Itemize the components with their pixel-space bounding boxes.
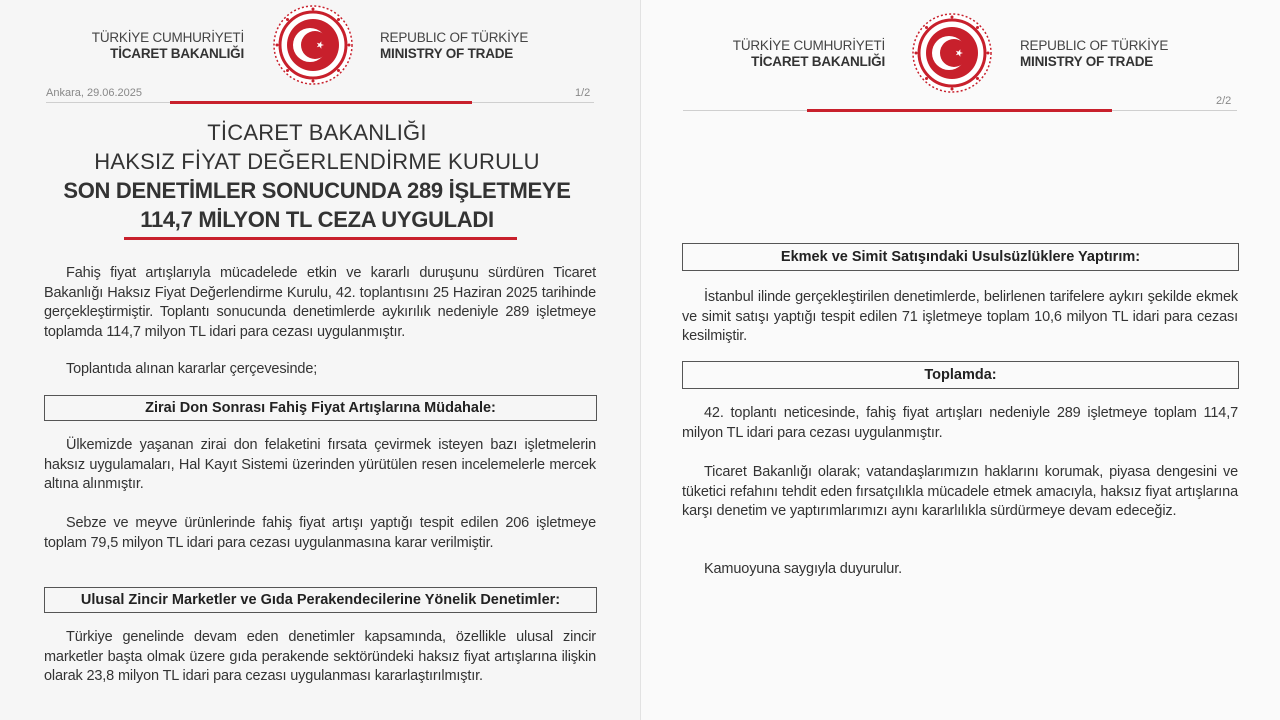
title-underline (124, 237, 517, 240)
section-heading-toplamda: Toplamda: (682, 361, 1239, 389)
header-en-line2: MINISTRY OF TRADE (1020, 54, 1154, 69)
section1-paragraph-2: Sebze ve meyve ürünlerinde fahiş fiyat artışı yaptığı tespit edilen 206 işletmeye toplam 79,5 milyon TL idari para cezası uygulanmasına karar verilmiştir. (44, 515, 596, 551)
press-release-page-2 (641, 0, 1280, 720)
title-line-headline-2: 114,7 MİLYON TL CEZA UYGULADI (140, 207, 494, 232)
section2-paragraph-1: Türkiye genelinde devam eden denetimler kapsamında, özellikle ulusal zincir marketler başta olmak üzere gıda perakende sektöründeki haksız fiyat artışlarına ilişkin olarak 23,8 milyon TL idari para cezası uygulanması kararlaştırılmıştır. (44, 629, 596, 684)
header-tr-line1: TÜRKİYE CUMHURİYETİ (91, 30, 244, 45)
page-number: 2/2 (1216, 95, 1232, 107)
ministry-emblem-icon (911, 12, 993, 94)
title-line-board: HAKSIZ FİYAT DEĞERLENDİRME KURULU (94, 149, 540, 174)
section3-paragraph-1: İstanbul ilinde gerçekleştirilen denetimlerde, belirlenen tarifelere aykırı şekilde ekmek ve simit satışı yaptığı tespit edilen 71 işletmeye toplam 10,6 milyon TL idari para cezası kesilmiştir. (682, 289, 1238, 344)
header-en-line1: REPUBLIC OF TÜRKİYE (1020, 38, 1169, 53)
header-accent-rule (807, 109, 1112, 112)
header-english-name (1020, 38, 1168, 70)
closing-statement: Kamuoyuna saygıyla duyurulur. (704, 561, 902, 577)
title-line-ministry: TİCARET BAKANLIĞI (207, 120, 427, 145)
header-tr-line1: TÜRKİYE CUMHURİYETİ (732, 38, 885, 53)
header-accent-rule (170, 101, 472, 104)
release-date: Ankara, 29.06.2025 (46, 87, 143, 99)
header-tr-line2: TİCARET BAKANLIĞI (110, 46, 244, 61)
header-en-line2: MINISTRY OF TRADE (380, 46, 514, 61)
page-title (40, 118, 594, 234)
intro-paragraph: Fahiş fiyat artışlarıyla mücadelede etkin ve kararlı duruşunu sürdüren Ticaret Bakanlığı Haksız Fiyat Değerlendirme Kurulu, 42. toplantısını 25 Haziran 2025 tarihinde gerçekleştirmiştir. Toplantı sonucunda denetimlerde aykırılık nedeniyle 289 işletmeye toplamda 114,7 milyon TL idari para cezası uygulanmıştır. (44, 265, 596, 340)
ministry-emblem-icon (272, 4, 354, 86)
section-heading-ekmek-simit: Ekmek ve Simit Satışındaki Usulsüzlüklere Yaptırım: (682, 243, 1239, 271)
header-turkish-name (733, 38, 885, 70)
section1-paragraph-1: Ülkemizde yaşanan zirai don felaketini fırsata çevirmek isteyen bazı işletmelerin haksız uygulamaları, Hal Kayıt Sistemi üzerinden yürütülen resen incelemelerle mercek altına alınmıştır. (44, 437, 596, 492)
header-turkish-name (92, 30, 244, 62)
title-line-headline-1: SON DENETİMLER SONUCUNDA 289 İŞLETMEYE (63, 178, 571, 203)
section4-paragraph-1: 42. toplantı neticesinde, fahiş fiyat artışları nedeniyle 289 işletmeye toplam 114,7 milyon TL idari para cezası uygulanmıştır. (682, 405, 1238, 441)
header-tr-line2: TİCARET BAKANLIĞI (751, 54, 885, 69)
section-heading-zirai-don: Zirai Don Sonrası Fahiş Fiyat Artışlarına Müdahale: (44, 395, 597, 421)
section4-paragraph-2: Ticaret Bakanlığı olarak; vatandaşlarımızın haklarını korumak, piyasa dengesini ve tüketici refahını tehdit eden fırsatçılıkla mücadele etmek amacıyla, haksız fiyat artışlarına karşı denetim ve yaptırımlarımızı aynı kararlılıkla sürdürmeye devam edeceğiz. (682, 464, 1238, 519)
page-number: 1/2 (575, 87, 591, 99)
section-heading-zincir-marketler: Ulusal Zincir Marketler ve Gıda Perakendecilerine Yönelik Denetimler: (44, 587, 597, 613)
decisions-intro: Toplantıda alınan kararlar çerçevesinde; (66, 361, 318, 377)
header-english-name (380, 30, 528, 62)
header-en-line1: REPUBLIC OF TÜRKİYE (380, 30, 529, 45)
